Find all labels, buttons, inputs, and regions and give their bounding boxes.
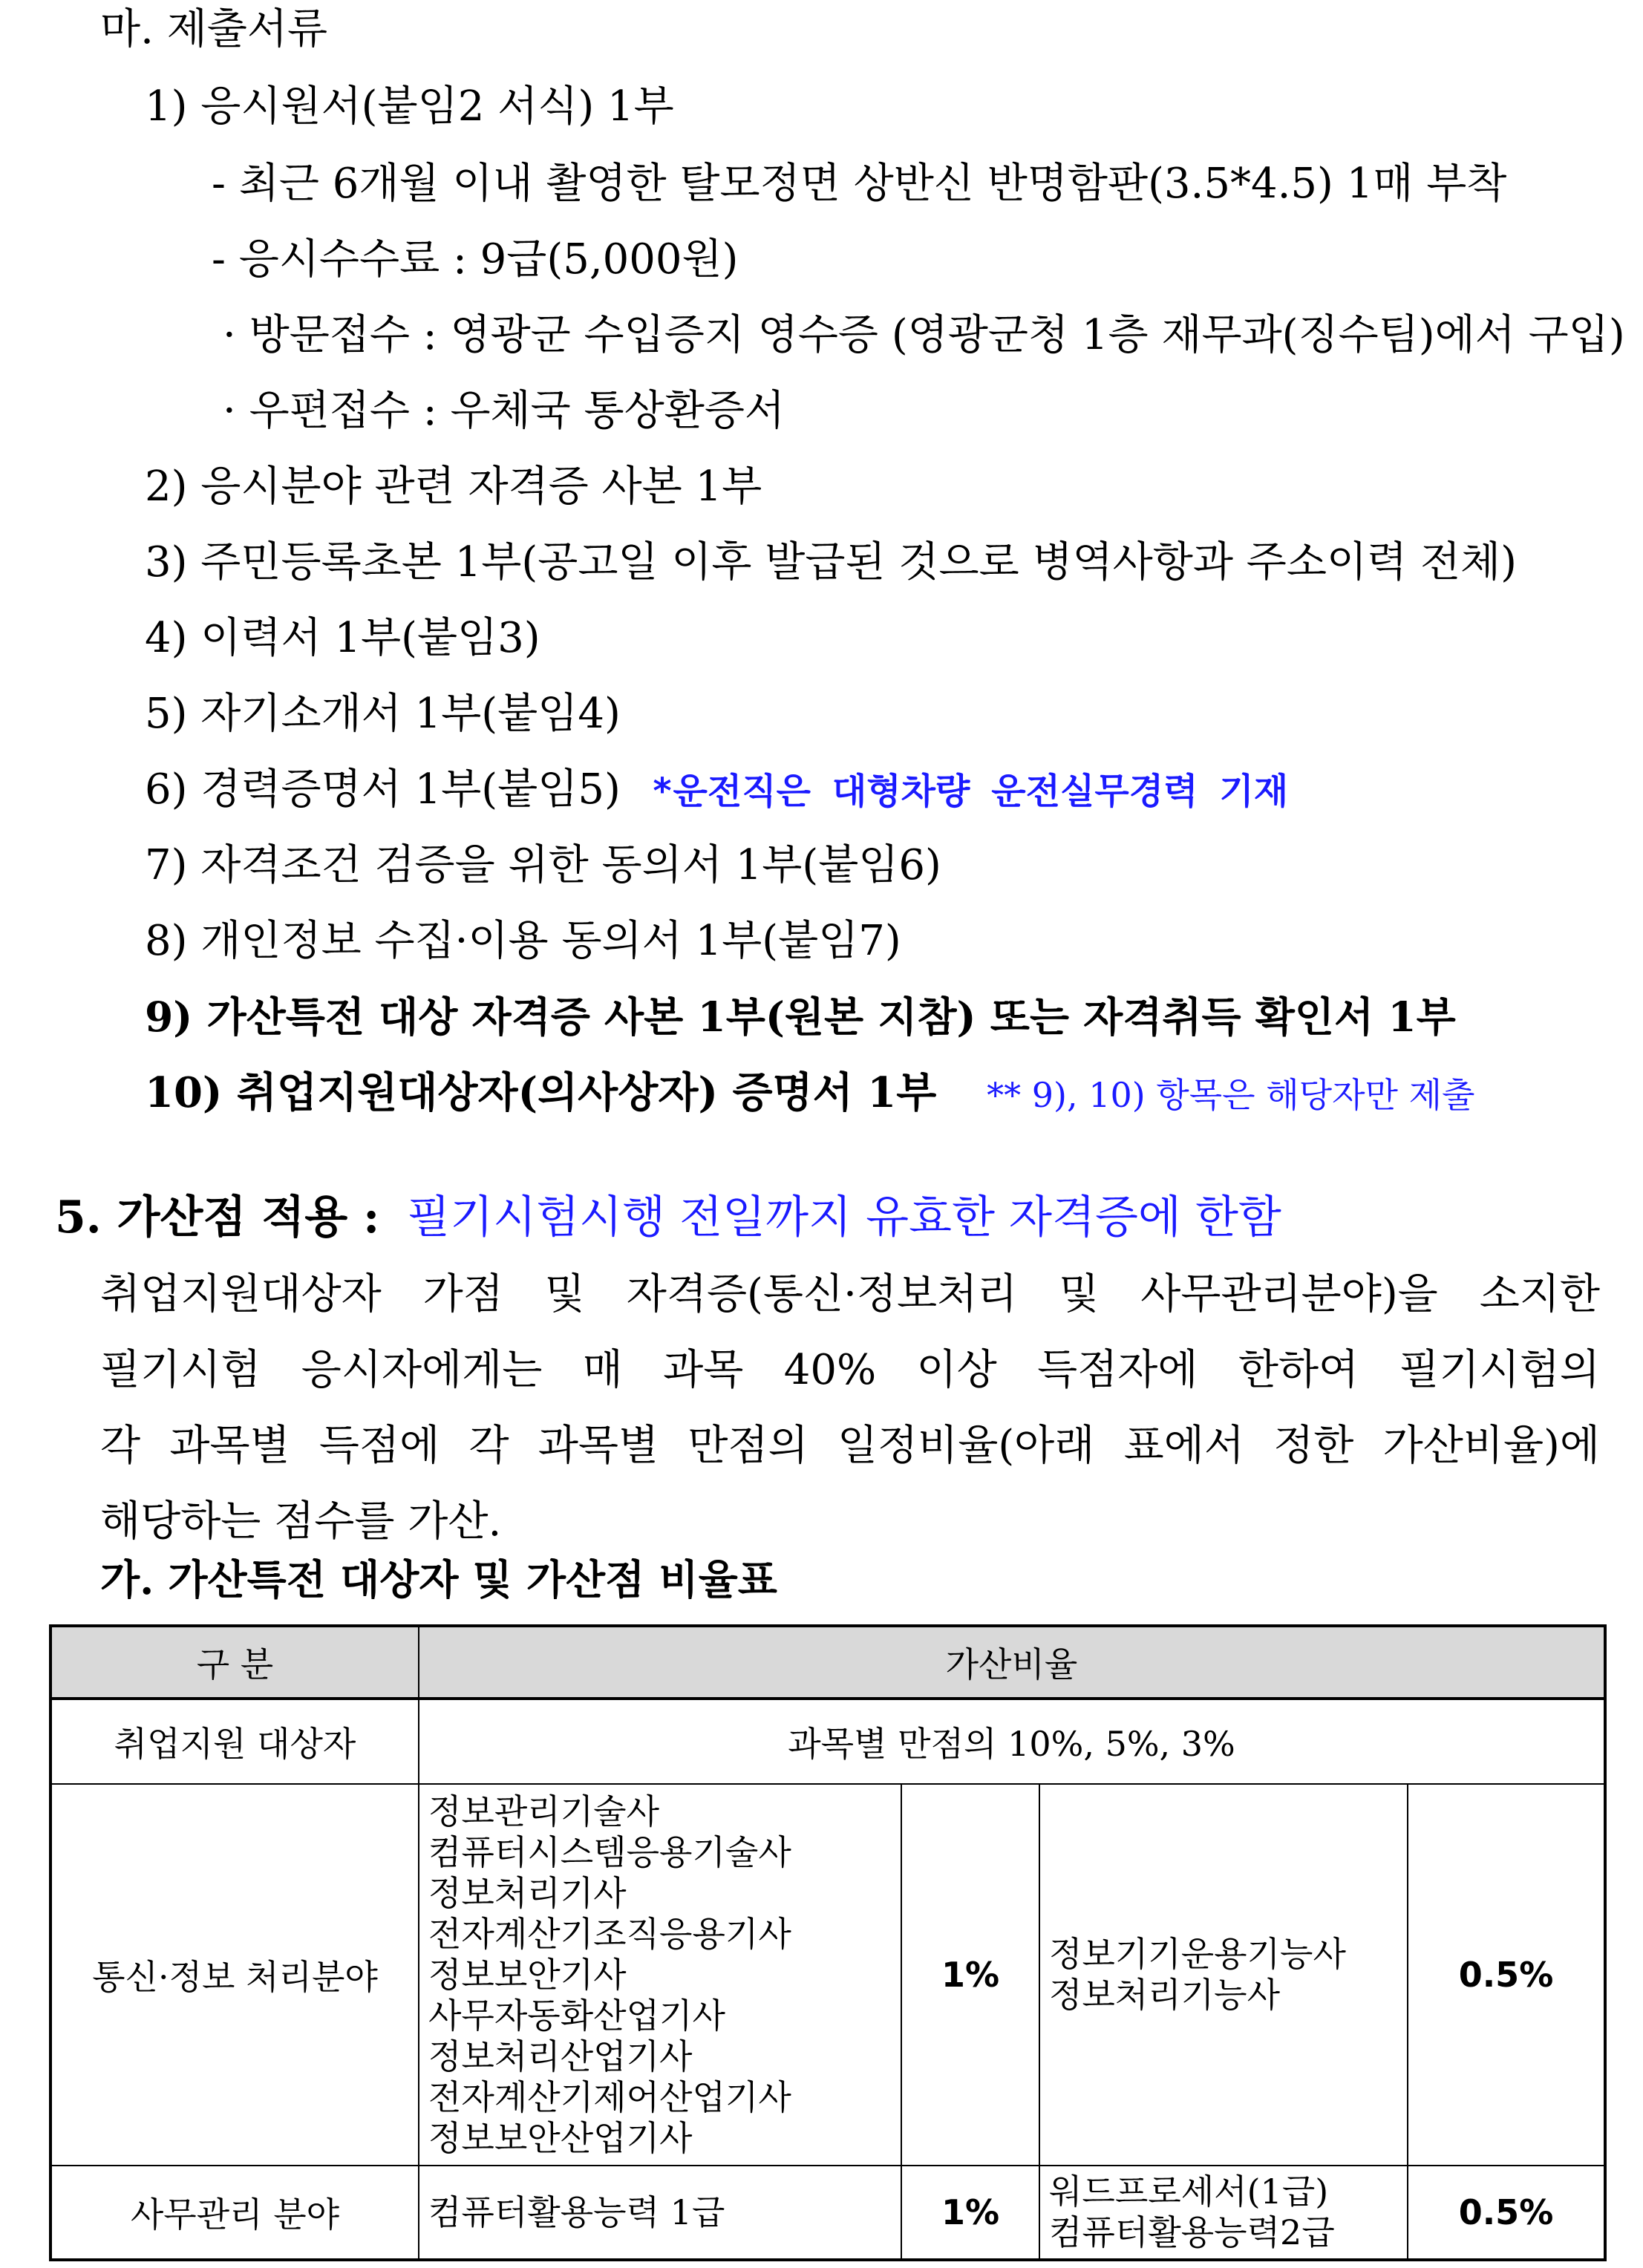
table-row: [50, 2166, 1605, 2260]
item-4: 4) 이력서 1부(붙임3): [145, 614, 540, 662]
item-6-row: [145, 765, 1289, 814]
office-group1: 컴퓨터활용능력 1급: [419, 2166, 901, 2260]
section-5-heading: [55, 1192, 1281, 1244]
item-7: 7) 자격조건 검증을 위한 동의서 1부(붙임6): [145, 841, 941, 889]
item-10-row: [145, 1068, 1475, 1117]
paragraph-line-1: 취업지원대상자 가점 및 자격증(통신·정보처리 및 사무관리분야)을 소지한: [100, 1270, 1600, 1318]
header-rate: 가산비율: [419, 1626, 1605, 1699]
applicable-note: ** 9), 10) 항목은 해당자만 제출: [987, 1075, 1475, 1115]
section-5-highlight: 필기시험시행 전일까지 유효한 자격증에 한함: [407, 1192, 1281, 1244]
bonus-ratio-table: [49, 1624, 1607, 2261]
job-value: 과목별 만점의 10%, 5%, 3%: [419, 1699, 1605, 1784]
info-rate1: 1%: [901, 1784, 1039, 2166]
section-5-title: 5. 가산점 적용 :: [55, 1192, 380, 1244]
item-5: 5) 자기소개서 1부(붙임4): [145, 690, 621, 738]
section-ma-heading: 마. 제출서류: [100, 5, 328, 53]
item-2: 2) 응시분야 관련 자격증 사본 1부: [145, 463, 762, 511]
info-group1: 정보관리기술사 컴퓨터시스템응용기술사 정보처리기사 전자계산기조직응용기사 정보보안기사 사무자동화산업기사 정보처리산업기사 전자계산기제어산업기사 정보보안산업기사: [419, 1784, 901, 2166]
office-group2: 워드프로세서(1급) 컴퓨터활용능력2급: [1039, 2166, 1408, 2260]
info-group2: 정보기기운용기능사 정보처리기능사: [1039, 1784, 1408, 2166]
info-label: 통신·정보 처리분야: [50, 1784, 419, 2166]
item-1-visit: · 방문접수 : 영광군 수입증지 영수증 (영광군청 1층 재무과(징수팀)에서 구입): [223, 311, 1625, 359]
item-1-fee: - 응시수수료 : 9급(5,000원): [212, 235, 739, 284]
table-title: 가. 가산특전 대상자 및 가산점 비율표: [100, 1555, 777, 1604]
paragraph-line-3: 각 과목별 득점에 각 과목별 만점의 일정비율(아래 표에서 정한 가산비율)에: [100, 1422, 1600, 1470]
item-6: 6) 경력증명서 1부(붙임5): [145, 765, 621, 814]
table-header-row: [50, 1626, 1605, 1699]
paragraph-line-2: 필기시험 응시자에게는 매 과목 40% 이상 득점자에 한하여 필기시험의: [100, 1346, 1600, 1394]
item-3: 3) 주민등록초본 1부(공고일 이후 발급된 것으로 병역사항과 주소이력 전체): [145, 538, 1517, 586]
paragraph-line-4: 해당하는 점수를 가산.: [100, 1497, 502, 1546]
office-label: 사무관리 분야: [50, 2166, 419, 2260]
item-1-mail: · 우편접수 : 우체국 통상환증서: [223, 387, 785, 435]
table-row: [50, 1699, 1605, 1784]
header-category: 구 분: [50, 1626, 419, 1699]
item-1: 1) 응시원서(붙임2 서식) 1부: [145, 82, 674, 131]
job-label: 취업지원 대상자: [50, 1699, 419, 1784]
driver-note: *운전직은 대형차량 운전실무경력 기재: [651, 771, 1289, 812]
item-1-photo: - 최근 6개월 이내 촬영한 탈모정면 상반신 반명함판(3.5*4.5) 1매 부착: [212, 160, 1507, 208]
info-rate2: 0.5%: [1408, 1784, 1605, 2166]
office-rate1: 1%: [901, 2166, 1039, 2260]
table-row: [50, 1784, 1605, 2166]
item-10: 10) 취업지원대상자(의사상자) 증명서 1부: [145, 1068, 937, 1117]
office-rate2: 0.5%: [1408, 2166, 1605, 2260]
item-8: 8) 개인정보 수집·이용 동의서 1부(붙임7): [145, 917, 901, 965]
item-9: 9) 가산특전 대상 자격증 사본 1부(원본 지참) 또는 자격취득 확인서 1부: [145, 993, 1456, 1041]
